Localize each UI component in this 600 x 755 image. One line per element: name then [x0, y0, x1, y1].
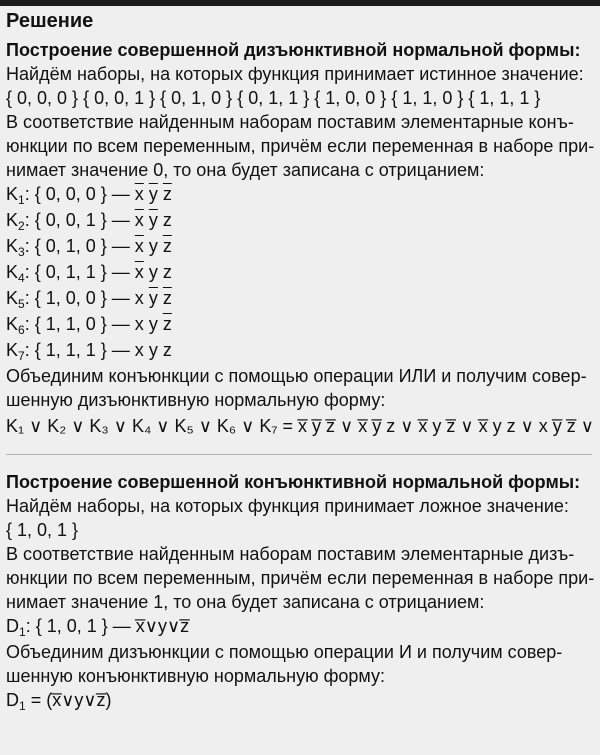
conjunction-term [135, 236, 172, 256]
cnf-section [6, 470, 600, 714]
disjunction-label: D [6, 616, 19, 636]
dnf-rule-line-3: нимает значение 0, то она будет записана с отрицанием: [6, 160, 485, 180]
cnf-combine-line-1: Объединим дизъюнкции с помощью операции И и получим совер- [6, 642, 563, 662]
conjunction-row [6, 208, 600, 234]
conjunction-term [135, 340, 172, 360]
conjunction-index: 3 [18, 245, 25, 259]
disjunction-set: : { 1, 0, 1 } — [25, 616, 131, 636]
cnf-result [6, 688, 600, 714]
conjunction-row [6, 182, 600, 208]
term-variable: z [162, 340, 172, 360]
term-variable: $\overline{z}$ [162, 288, 172, 308]
term-variable: y [148, 314, 158, 334]
conjunction-label: K [6, 314, 19, 334]
term-variable: $\overline{z}$ [162, 314, 172, 334]
dnf-formula: K₁ ∨ K₂ ∨ K₃ ∨ K₄ ∨ K₅ ∨ K₆ ∨ K₇ = x̅ y̅ z̅ ∨ x̅ y̅ z ∨ x̅ y z̅ ∨ x̅ y z ∨ x y̅ z̅ ∨ [6, 416, 594, 436]
conjunction-index: 2 [18, 219, 25, 233]
conjunction-set: : { 0, 0, 1 } — [24, 210, 130, 230]
conjunction-set: : { 0, 1, 0 } — [24, 236, 130, 256]
cnf-rule-line-2: юнкции по всем переменным, причём если переменная в наборе при- [6, 568, 595, 588]
conjunction-term [135, 314, 172, 334]
cnf-rule-line-1: В соответствие найденным наборам поставим элементарные дизъ- [6, 544, 575, 564]
conjunction-set: : { 0, 1, 1 } — [24, 262, 130, 282]
conjunction-row [6, 234, 600, 260]
conjunction-index: 1 [18, 193, 25, 207]
term-variable: x [134, 288, 144, 308]
cnf-combine-line-2: шенную конъюнктивную нормальную форму: [6, 666, 386, 686]
term-variable: $\overline{x}$ [134, 262, 144, 282]
top-bar [0, 0, 600, 6]
conjunction-list [6, 182, 600, 364]
conjunction-label: K [6, 210, 19, 230]
conjunction-label: K [6, 262, 19, 282]
term-variable: $\overline{y}$ [148, 288, 158, 308]
term-variable: z [162, 262, 172, 282]
conjunction-set: : { 1, 0, 0 } — [24, 288, 130, 308]
conjunction-label: K [6, 184, 19, 204]
result-index: 1 [19, 699, 26, 713]
dnf-sets: { 0, 0, 0 } { 0, 0, 1 } { 0, 1, 0 } { 0, 1, 1 } { 1, 0, 0 } { 1, 1, 0 } { 1, 1, 1 } [6, 88, 541, 108]
term-variable: y [148, 340, 158, 360]
conjunction-label: K [6, 236, 19, 256]
dnf-rule-line-1: В соответствие найденным наборам поставим элементарные конъ- [6, 112, 574, 132]
conjunction-label: K [6, 288, 19, 308]
conjunction-term [135, 184, 172, 204]
conjunction-term [135, 262, 172, 282]
conjunction-set: : { 1, 1, 0 } — [24, 314, 130, 334]
disjunction-row [6, 614, 600, 640]
conjunction-set: : { 0, 0, 0 } — [24, 184, 130, 204]
term-variable: $\overline{x}$ [134, 184, 144, 204]
term-variable: $\overline{y}$ [148, 210, 158, 230]
dnf-rule-line-2: юнкции по всем переменным, причём если переменная в наборе при- [6, 136, 595, 156]
conjunction-row [6, 286, 600, 312]
cnf-sets: { 1, 0, 1 } [6, 520, 79, 540]
cnf-intro: Найдём наборы, на которых функция принимает ложное значение: [6, 496, 569, 516]
term-variable: x [134, 340, 144, 360]
conjunction-index: 6 [18, 323, 25, 337]
cnf-heading: Построение совершенной конъюнктивной нормальной формы: [6, 472, 581, 492]
solution-content [6, 8, 600, 714]
cnf-rule-line-3: нимает значение 1, то она будет записана с отрицанием: [6, 592, 485, 612]
conjunction-index: 7 [18, 349, 25, 363]
term-variable: $\overline{x}$ [134, 236, 144, 256]
conjunction-index: 5 [18, 297, 25, 311]
result-label: D [6, 690, 19, 710]
term-variable: $\overline{y}$ [148, 184, 158, 204]
dnf-section [6, 38, 600, 438]
section-divider [6, 454, 592, 455]
conjunction-label: K [6, 340, 19, 360]
result-expression: = (x̅∨y∨z̅) [25, 690, 112, 710]
conjunction-term [135, 288, 172, 308]
dnf-heading: Построение совершенной дизъюнктивной нормальной формы: [6, 40, 581, 60]
term-variable: y [148, 262, 158, 282]
term-variable: $\overline{x}$ [134, 210, 144, 230]
term-variable: x [134, 314, 144, 334]
term-variable: $\overline{z}$ [162, 184, 172, 204]
dnf-intro: Найдём наборы, на которых функция принимает истинное значение: [6, 64, 584, 84]
conjunction-term [135, 210, 172, 230]
dnf-combine-line-2: шенную дизъюнктивную нормальную форму: [6, 390, 386, 410]
page-title: Решение [6, 10, 94, 32]
term-variable: y [148, 236, 158, 256]
disjunction-index: 1 [19, 625, 26, 639]
disjunction-term: x̅∨y∨z̅ [135, 616, 190, 636]
conjunction-set: : { 1, 1, 1 } — [24, 340, 130, 360]
term-variable: z [162, 210, 172, 230]
conjunction-row [6, 312, 600, 338]
term-variable: $\overline{z}$ [162, 236, 172, 256]
conjunction-row [6, 260, 600, 286]
conjunction-index: 4 [18, 271, 25, 285]
dnf-combine-line-1: Объединим конъюнкции с помощью операции ИЛИ и получим совер- [6, 366, 587, 386]
conjunction-row [6, 338, 600, 364]
